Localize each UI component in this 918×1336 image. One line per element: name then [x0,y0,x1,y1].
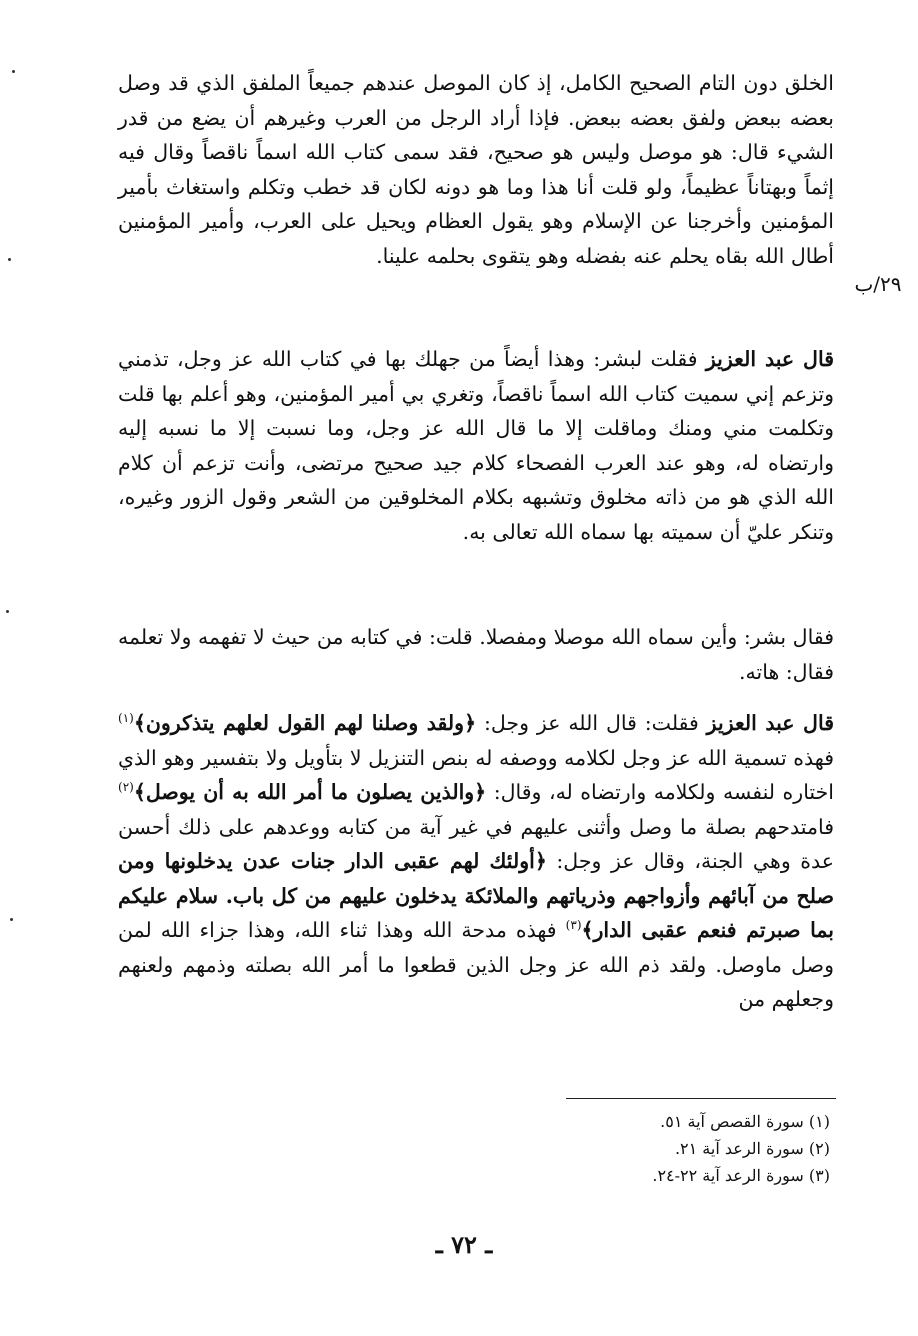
footnote-ref: (٣) [565,918,582,933]
paragraph-4 [118,706,834,1017]
scan-speck [12,70,15,73]
footnote-2: (٢) سورة الرعد آية ٢١. [674,1139,830,1158]
quran-quote: ﴿والذين يصلون ما أمر الله به أن يوصل﴾ [133,780,487,804]
paragraph-1-text: الخلق دون التام الصحيح الكامل، إذ كان الموصل عندهم جميعاً الملفق الذي قد وصل بعضه ببعض ولفق بعضه ببعض. فإذا أراد الرجل من العرب وغيرهم أن يضع من قدر الشيء قال: هو موصل وليس هو صحيح، فقد سمى كتاب الله اسماً ناقصاً وقال فيه إثماً وبهتاناً عظيماً، ولو قلت أنا هذا وما هو دونه لكان قد خطب وتكلم واستغاث بأمير المؤمنين وأخرجنا عن الإسلام وهو يقول العظام ويحيل على العرب، وأمير المؤمنين أطال الله بقاه يحلم عنه بفضله وهو يتقوى بحلمه علينا. [118,71,834,268]
speaker-name: قال عبد العزيز [706,711,834,735]
scan-speck [10,918,13,921]
footnote-ref: (١) [118,711,134,726]
quran-quote: ﴿أولئك لهم عقبى الدار جنات عدن يدخلونها ومن صلح من آبائهم وأزواجهم وذرياتهم والملائكة يدخلون عليهم من كل باب. سلام عليكم بما صبرتم فنعم عقبى الدار﴾ [118,849,834,942]
paragraph-4-text: فهذه مدحة الله وهذا ثناء الله، وهذا جزاء الله لمن وصل ماوصل. ولقد ذم الله عز وجل الذين قطعوا ما أمر الله بصلته وذمهم ولعنهم وجعلهم من [118,918,834,1011]
footnote-1: (١) سورة القصص آية ٥١. [660,1112,830,1131]
scan-speck [6,610,9,613]
footnote-3: (٣) سورة الرعد آية ٢٢-٢٤. [652,1166,830,1185]
speaker-name: قال عبد العزيز [705,347,834,371]
paragraph-1 [118,66,834,273]
paragraph-4-text: فهذه تسمية الله عز وجل لكلامه ووصفه له بنص التنزيل لا بتأويل ولا بتفسير وهو الذي اختاره لنفسه ولكلامه وارتضاه له، وقال: [118,745,834,804]
paragraph-2 [118,342,834,549]
quran-quote: ﴿ولقد وصلنا لهم القول لعلهم يتذكرون﴾ [133,711,477,735]
paragraph-4-text: فامتدحهم بصلة ما وصل وأثنى عليهم في غير آية من كتابه ووعدهم على ذلك أحسن عدة وهي الجنة، وقال عز وجل: [118,814,834,873]
paragraph-4-text: فقلت: قال الله عز وجل: [476,711,707,735]
margin-folio-note: ٢٩/ب [854,272,902,296]
paragraph-3-text: فقال بشر: وأين سماه الله موصلا ومفصلا. قلت: في كتابه من حيث لا تفهمه ولا تعلمه فقال: هاته. [118,625,834,684]
footnotes [500,1108,830,1189]
paragraph-3 [118,620,834,689]
page-number: ـ ٧٢ ـ [435,1230,493,1259]
footnote-ref: (٢) [118,780,134,795]
scan-speck [8,258,11,261]
paragraph-2-text: فقلت لبشر: وهذا أيضاً من جهلك بها في كتاب الله عز وجل، تذمني وتزعم إني سميت كتاب الله اسماً ناقصاً، وتغري بي أمير المؤمنين، وهو أعلم بها قلت وتكلمت مني ومنك وماقلت إلا ما قال الله عز وجل، وما نسبت إلا ما نسبه إليه وارتضاه له، وهو عند العرب الفصحاء كلام جيد صحيح مرتضى، وأنت تزعم أن كلام الله الذي هو من ذاته مخلوق وتشبهه بكلام المخلوقين من الشعر وقول الزور وغيره، وتنكر عليّ أن سميته بها سماه الله تعالى به. [118,347,834,544]
footnote-separator [566,1098,836,1099]
